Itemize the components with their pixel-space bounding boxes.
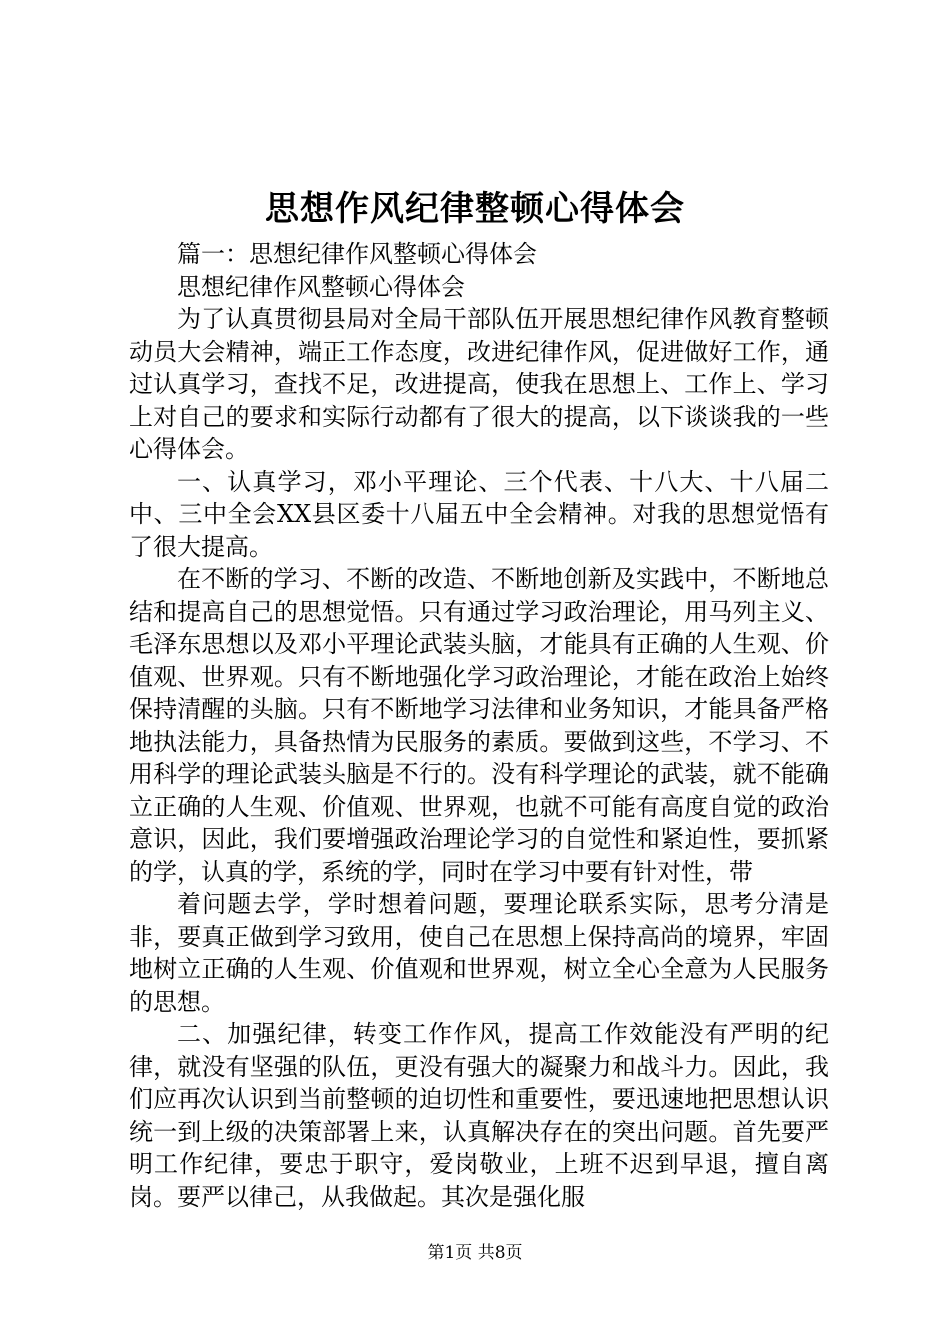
document-body bbox=[129, 238, 829, 1213]
article-subtitle: 思想纪律作风整顿心得体会 bbox=[177, 272, 465, 301]
paragraph: 在不断的学习、不断的改造、不断地创新及实践中，不断地总结和提高自己的思想觉悟。只有通过学习政治理论，用马列主义、毛泽东思想以及邓小平理论武装头脑，才能具有正确的人生观、价值观、世界观。只有不断地强化学习政治理论，才能在政治上始终保持清醒的头脑。只有不断地学习法律和业务知识，才能具备严格地执法能力，具备热情为民服务的素质。要做到这些，不学习、不用科学的理论武装头脑是不行的。没有科学理论的武装，就不能确立正确的人生观、价值观、世界观，也就不可能有高度自觉的政治意识，因此，我们要增强政治理论学习的自觉性和紧迫性，要抓紧的学，认真的学，系统的学，同时在学习中要有针对性，带 bbox=[129, 565, 829, 886]
paragraph: 二、加强纪律，转变工作作风，提高工作效能没有严明的纪律，就没有坚强的队伍，更没有强大的凝聚力和战斗力。因此，我们应再次认识到当前整顿的迫切性和重要性，要迅速地把思想认识统一到上级的决策部署上来，认真解决存在的突出问题。首先要严明工作纪律，要忠于职守，爱岗敬业，上班不迟到早退，擅自离岗。要严以律己，从我做起。其次是强化服 bbox=[129, 1020, 829, 1211]
paragraph: 为了认真贯彻县局对全局干部队伍开展思想纪律作风教育整顿动员大会精神，端正工作态度，改进纪律作风，促进做好工作，通过认真学习，查找不足，改进提高，使我在思想上、工作上、学习上对自己的要求和实际行动都有了很大的提高，以下谈谈我的一些心得体会。 bbox=[129, 305, 829, 463]
paragraph: 一、认真学习，邓小平理论、三个代表、十八大、十八届二中、三中全会XX县区委十八届五中全会精神。对我的思想觉悟有了很大提高。 bbox=[129, 467, 829, 561]
document-title: 思想作风纪律整顿心得体会 bbox=[265, 189, 685, 229]
section-heading: 篇一：思想纪律作风整顿心得体会 bbox=[177, 240, 537, 268]
page-number-footer: 第1页 共8页 bbox=[427, 1243, 523, 1263]
paragraph: 着问题去学，学时想着问题，要理论联系实际，思考分清是非，要真正做到学习致用，使自己在思想上保持高尚的境界，牢固地树立正确的人生观、价值观和世界观，树立全心全意为人民服务的思想。 bbox=[129, 890, 829, 1016]
